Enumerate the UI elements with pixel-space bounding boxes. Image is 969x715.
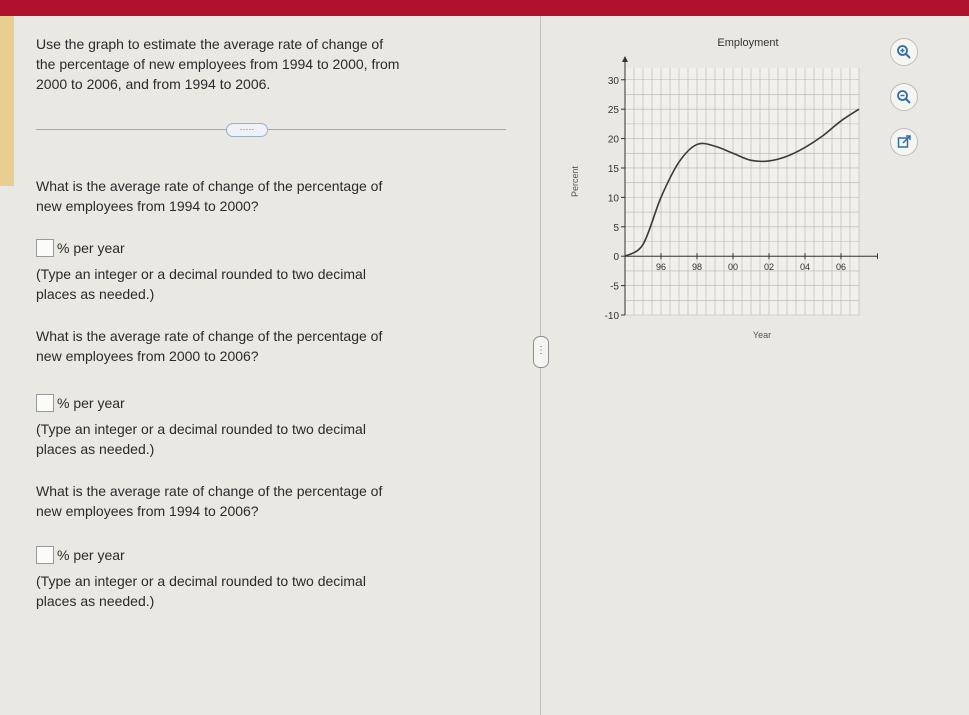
intro-line-3: 2000 to 2006, and from 1994 to 2006. — [36, 76, 271, 92]
question-panel — [14, 16, 536, 715]
show-more-button[interactable]: ····· — [226, 123, 268, 137]
part2-answer-row — [36, 393, 125, 413]
intro-line-2: the percentage of new employees from 1994 to 2000, from — [36, 56, 400, 72]
part3-unit: % per year — [57, 547, 125, 563]
part1-prompt-line-2: new employees from 1994 to 2000? — [36, 198, 259, 214]
external-link-icon[interactable] — [890, 128, 918, 156]
part2-prompt-line-2: new employees from 2000 to 2006? — [36, 348, 259, 364]
part1-answer-row — [36, 238, 125, 258]
part3-hint-line-1: (Type an integer or a decimal rounded to two decimal — [36, 573, 366, 589]
graph-tools — [890, 38, 924, 173]
part2-hint-line-1: (Type an integer or a decimal rounded to two decimal — [36, 421, 366, 437]
top-bar — [0, 0, 969, 16]
part2-unit: % per year — [57, 395, 125, 411]
y-tick-label: 20 — [607, 134, 619, 146]
x-axis-label: Year — [752, 330, 772, 340]
part1-answer-input[interactable] — [36, 239, 54, 257]
x-tick-label: 98 — [691, 262, 703, 273]
part3-prompt-line-1: What is the average rate of change of the percentage of — [36, 483, 383, 499]
y-axis-label: Percent — [570, 165, 580, 198]
employment-chart — [548, 16, 878, 356]
zoom-out-icon[interactable] — [890, 83, 918, 111]
y-tick-label: 15 — [607, 163, 619, 175]
part1-hint-line-2: places as needed.) — [36, 286, 155, 302]
part1-prompt-line-1: What is the average rate of change of the percentage of — [36, 178, 383, 194]
chart-svg — [548, 16, 878, 356]
y-tick-label: -10 — [604, 311, 619, 322]
part3-answer-input[interactable] — [36, 546, 54, 564]
y-tick-label: 30 — [607, 75, 619, 87]
part2-hint-line-2: places as needed.) — [36, 441, 155, 457]
y-tick-label: 5 — [613, 222, 619, 234]
chart-title: Employment — [717, 37, 779, 49]
x-tick-label: 02 — [763, 262, 775, 273]
x-tick-label: 96 — [655, 262, 667, 273]
x-tick-label: 04 — [799, 262, 811, 273]
part3-answer-row — [36, 545, 125, 565]
part3-prompt-line-2: new employees from 1994 to 2006? — [36, 503, 259, 519]
resize-handle[interactable]: ⋮ — [533, 336, 549, 368]
y-tick-label: 0 — [613, 252, 619, 264]
x-tick-label: 06 — [835, 262, 847, 273]
y-tick-label: 10 — [607, 193, 619, 205]
zoom-in-icon[interactable] — [890, 38, 918, 66]
part1-hint-line-1: (Type an integer or a decimal rounded to two decimal — [36, 266, 366, 282]
separator — [36, 129, 506, 130]
y-axis-arrow — [622, 56, 628, 62]
intro-line-1: Use the graph to estimate the average rate of change of — [36, 36, 384, 52]
y-tick-label: -5 — [610, 281, 619, 293]
y-tick-label: 25 — [607, 105, 619, 117]
left-accent-bar — [0, 16, 14, 186]
part3-hint-line-2: places as needed.) — [36, 593, 155, 609]
part1-unit: % per year — [57, 240, 125, 256]
x-tick-label: 00 — [727, 262, 739, 273]
part2-prompt-line-1: What is the average rate of change of the percentage of — [36, 328, 383, 344]
part2-answer-input[interactable] — [36, 394, 54, 412]
x-axis-arrow — [877, 253, 878, 259]
